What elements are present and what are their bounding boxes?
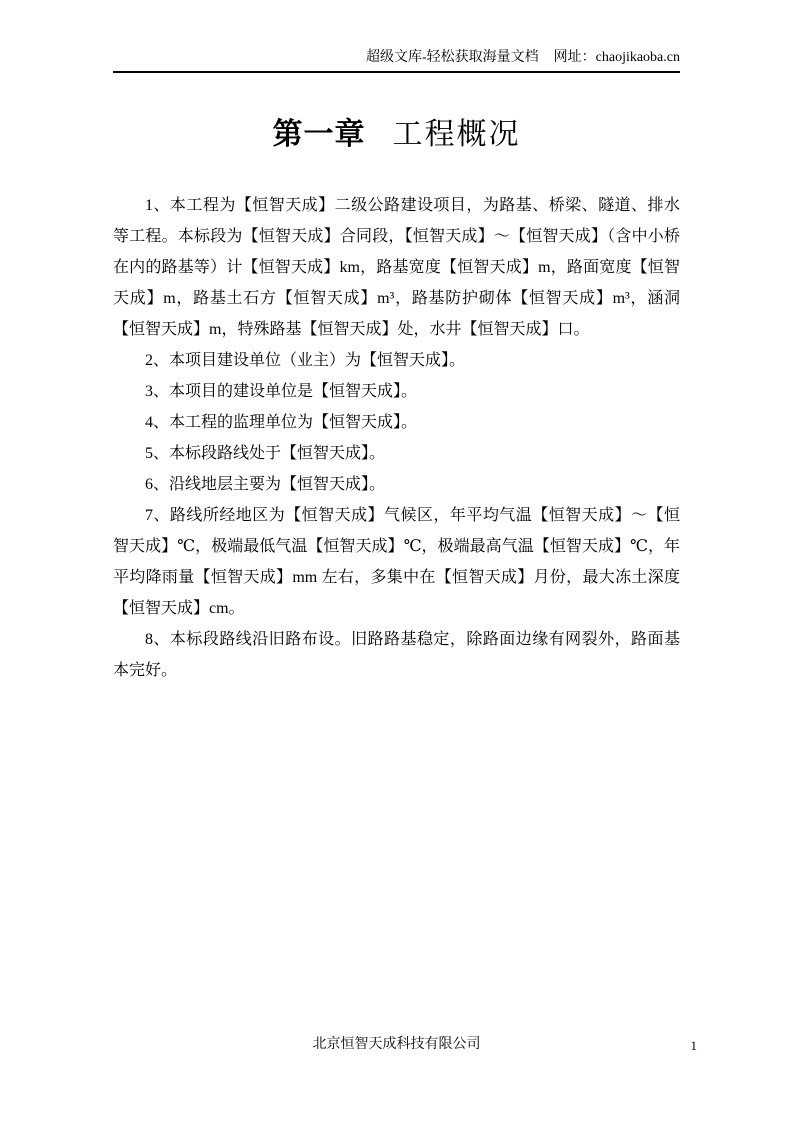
chapter-title [113, 111, 680, 157]
chapter-number: 第一章 [272, 118, 366, 151]
paragraph-7: 7、路线所经地区为【恒智天成】气候区，年平均气温【恒智天成】～【恒智天成】℃，极端最低气温【恒智天成】℃，极端最高气温【恒智天成】℃，年平均降雨量【恒智天成】mm 左右，多集中在【恒智天成】月份，最大冻土深度【恒智天成】cm。 [113, 507, 680, 617]
chapter-name: 工程概况 [392, 118, 521, 151]
page-footer [113, 1036, 697, 1054]
paragraph-2: 2、本项目建设单位（业主）为【恒智天成】。 [145, 352, 466, 369]
document-body [113, 190, 680, 686]
paragraph-3: 3、本项目的建设单位是【恒智天成】。 [145, 383, 418, 400]
paragraph-6: 6、沿线地层主要为【恒智天成】。 [145, 476, 386, 493]
paragraph-4: 4、本工程的监理单位为【恒智天成】。 [145, 414, 418, 431]
paragraph-8: 8、本标段路线沿旧路布设。旧路路基稳定，除路面边缘有网裂外，路面基本完好。 [113, 631, 680, 679]
header-text-row [113, 49, 680, 73]
page-number: 1 [690, 1038, 697, 1053]
paragraph-5: 5、本标段路线处于【恒智天成】。 [145, 445, 386, 462]
footer-company: 北京恒智天成科技有限公司 [312, 1037, 481, 1052]
paragraph-1: 1、本工程为【恒智天成】二级公路建设项目，为路基、桥梁、隧道、排水等工程。本标段为【恒智天成】合同段，【恒智天成】～【恒智天成】（含中小桥在内的路基等）计【恒智天成】km，路基宽度【恒智天成】m，路面宽度【恒智天成】m，路基土石方【恒智天成】m³，路基防护砌体【恒智天成】m³，涵洞【恒智天成】m，特殊路基【恒智天成】处，水井【恒智天成】口。 [113, 197, 680, 338]
header-site-label: 超级文库-轻松获取海量文档 [365, 50, 539, 65]
page-header [113, 0, 680, 73]
header-url-label: 网址：chaojikaoba.cn [553, 50, 680, 65]
